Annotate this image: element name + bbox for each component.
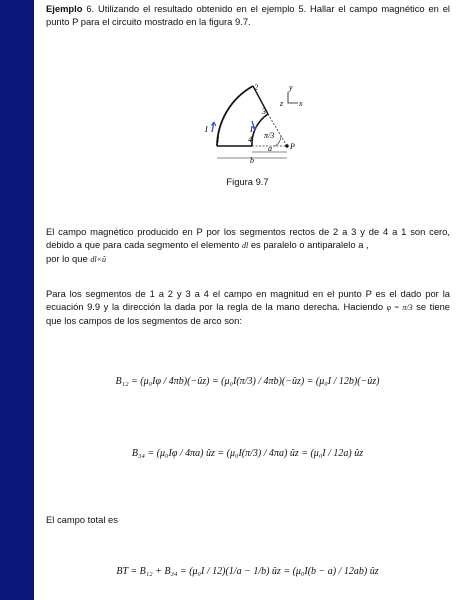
intro-paragraph — [46, 2, 450, 28]
left-sidebar — [0, 0, 34, 600]
equation-total-text: BT = B₁₂ + B₃₄ = (μ₀I / 12)(1/a − 1/b) ûz = (μ₀I(b − a) / 12ab) ûz — [116, 566, 379, 577]
intro-text: 6. Utilizando el resultado obtenido en el ejemplo 5. Hallar el campo magnético en el punto P para el circuito mostrado en la figura 9.7. — [46, 3, 451, 27]
equation-b12-text: B₁₂ = (μ₀Iφ / 4πb)(−ûz) = (μ₀I(π/3) / 4πb)(−ûz) = (μ₀I / 12b)(−ûz) — [115, 376, 380, 387]
equation-b12 — [34, 376, 461, 387]
equation-b34 — [34, 448, 461, 459]
label-2: 2 — [254, 83, 258, 92]
equation-total — [34, 566, 461, 577]
paragraph-2 — [46, 225, 450, 266]
p2-text: El campo magnético producido en P por los segmentos rectos de 2 a 3 y de 4 a 1 son cero, debido a que para cada segmento el elemento — [46, 226, 450, 250]
label-axis-x: x — [299, 99, 303, 108]
label-axis-y: y — [289, 83, 293, 92]
point-p-dot — [285, 144, 288, 147]
dl-symbol: dl — [241, 241, 249, 250]
p3-text: Para los segmentos de 1 a 2 y 3 a 4 el campo en magnitud en el punto P es el dado por la ecuación 9.9 y la dirección la dada por la regla de la mano derecha. Haciendo — [46, 288, 450, 312]
figure-caption: Figura 9.7 — [226, 176, 269, 187]
phi-expression: φ = π/3 — [386, 303, 413, 312]
document-page — [34, 0, 461, 600]
equation-b34-text: B₃₄ = (μ₀Iφ / 4πa) ûz = (μ₀I(π/3) / 4πa) ûz = (μ₀I / 12a) ûz — [131, 448, 364, 459]
label-1: 1 — [216, 135, 220, 144]
label-p: P — [290, 142, 295, 151]
p2-text-b: es paralelo o antiparalelo a , — [250, 239, 369, 250]
p2-line3-expr: ×û — [96, 255, 106, 264]
circuit-figure — [202, 78, 302, 164]
label-4: 4 — [248, 135, 252, 144]
label-current-outer: I — [205, 125, 208, 134]
label-a: a — [268, 144, 272, 153]
example-label: Ejemplo — [46, 3, 83, 14]
label-axis-z: z — [280, 99, 284, 108]
p2-line3: por lo que — [46, 253, 88, 264]
paragraph-3 — [46, 287, 450, 327]
total-label: El campo total es — [46, 514, 118, 525]
dl-symbol-2: dl — [90, 255, 97, 264]
label-3: 3 — [262, 107, 266, 116]
label-angle: π/3 — [264, 131, 275, 140]
p3-text-b: se tiene que los campos de los segmentos de arco son: — [46, 301, 451, 326]
label-current-inner: I — [250, 125, 253, 134]
label-b: b — [250, 156, 254, 165]
